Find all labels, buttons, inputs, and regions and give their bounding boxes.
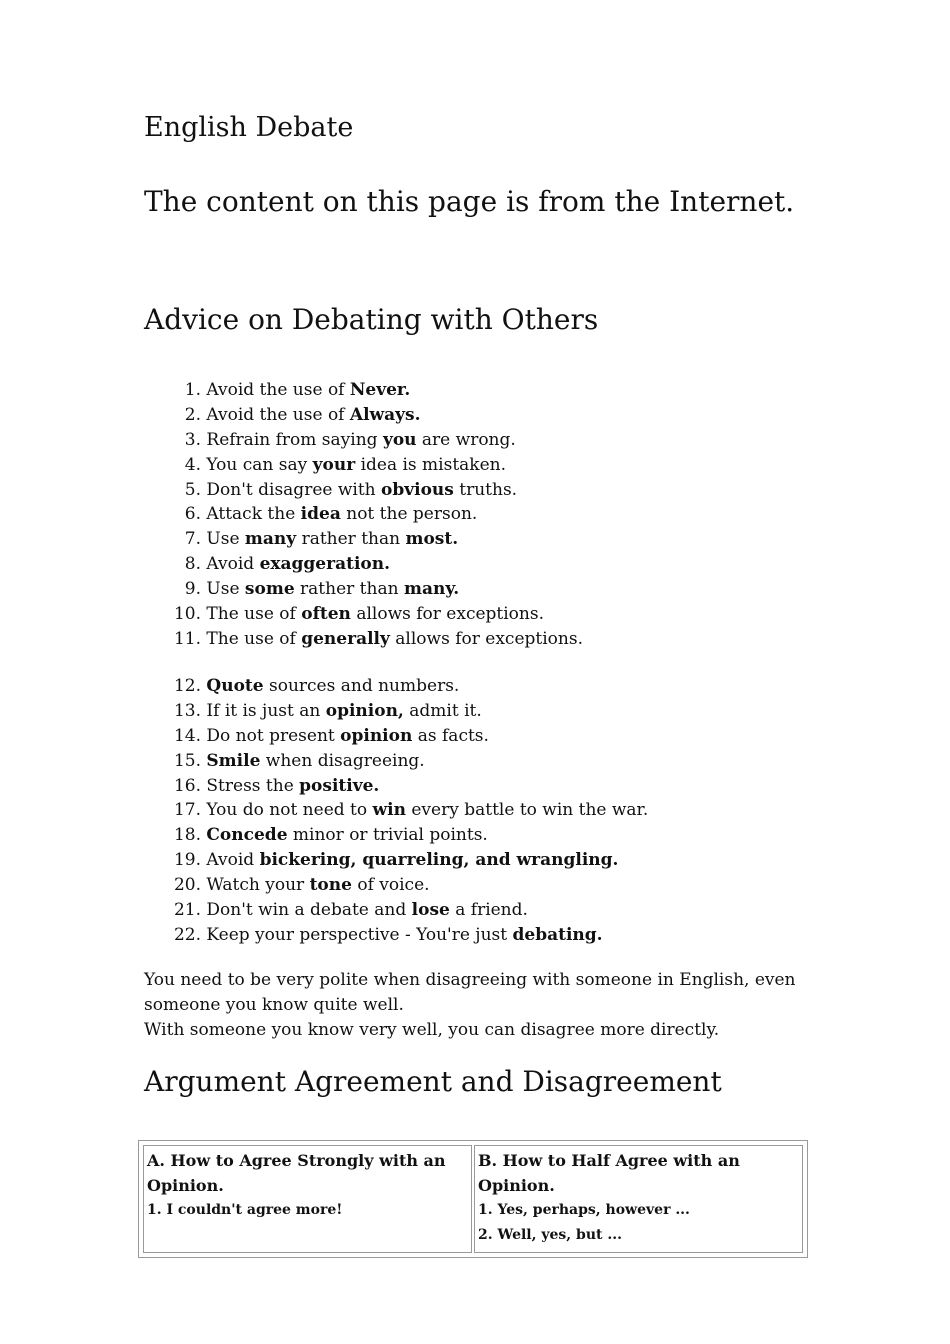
advice-item-number: 7. [184,529,201,550]
advice-item [144,923,648,948]
half-agree-item-2: 2. Well, yes, but ... [478,1227,622,1243]
advice-item-number: 8. [184,554,201,575]
advice-list-b [144,674,648,948]
advice-item-number: 20. [173,875,201,896]
advice-item-text: Don't win a debate and lose a friend. [206,900,528,921]
advice-item [144,749,648,774]
politeness-paragraph [144,968,824,1043]
advice-item-number: 10. [173,604,201,625]
advice-item-text: Don't disagree with obvious truths. [206,479,518,500]
argument-heading: Argument Agreement and Disagreement [144,1065,722,1098]
advice-item [144,898,648,923]
advice-item-number: 6. [184,504,201,525]
advice-item [144,674,648,699]
advice-item-text: The use of generally allows for exceptions. [206,628,583,649]
advice-item-number: 5. [184,479,201,500]
advice-item-number: 1. [184,380,201,400]
advice-item-text: The use of often allows for exceptions. [206,604,544,625]
advice-item-text: Use many rather than most. [206,529,459,550]
advice-item-number: 12. [173,676,201,696]
advice-item [144,699,648,724]
advice-item [144,403,583,428]
agree-strongly-item-1: 1. I couldn't agree more! [147,1202,343,1218]
half-agree-cell [474,1145,803,1253]
page-title: English Debate [144,112,354,143]
advice-item-text: Avoid the use of Never. [206,380,411,400]
advice-item-number: 4. [184,454,201,475]
page-subtitle: The content on this page is from the Internet. [144,185,795,218]
advice-item-number: 13. [173,700,201,721]
advice-item [144,774,648,799]
advice-item [144,798,648,823]
advice-heading: Advice on Debating with Others [144,303,599,336]
advice-item [144,478,583,503]
advice-item-number: 14. [173,725,201,746]
advice-item-text: Use some rather than many. [206,579,460,600]
advice-item-text: You can say your idea is mistaken. [206,454,507,475]
advice-item-number: 9. [184,579,201,600]
advice-item-text: Concede minor or trivial points. [206,825,488,846]
advice-item-number: 3. [184,429,201,450]
advice-item [144,527,583,552]
advice-item-text: Watch your tone of voice. [206,875,430,896]
agree-strongly-heading: A. How to Agree Strongly with an Opinion. [147,1151,446,1195]
advice-item [144,552,583,577]
advice-item-text: If it is just an opinion, admit it. [206,700,482,721]
advice-item [144,848,648,873]
advice-item [144,627,583,652]
advice-item-text: Smile when disagreeing. [206,750,425,771]
advice-item [144,873,648,898]
advice-item-text: Quote sources and numbers. [206,676,460,696]
advice-item-text: Avoid bickering, quarreling, and wrangling. [206,850,619,871]
advice-item-number: 22. [173,924,201,945]
advice-item [144,724,648,749]
agreement-table [138,1140,808,1258]
half-agree-heading: B. How to Half Agree with an Opinion. [478,1151,740,1195]
advice-item-number: 11. [173,628,201,649]
advice-list-a [144,378,583,652]
advice-item [144,577,583,602]
advice-item-text: You do not need to win every battle to win the war. [206,800,649,821]
advice-item-number: 21. [173,900,201,921]
paragraph-line-2: With someone you know very well, you can disagree more directly. [144,1020,720,1040]
advice-item-text: Avoid the use of Always. [206,404,421,425]
advice-item [144,378,583,403]
advice-item [144,453,583,478]
advice-item [144,823,648,848]
advice-item-number: 15. [173,750,201,771]
advice-item-number: 18. [173,825,201,846]
advice-item [144,428,583,453]
advice-item-number: 2. [184,404,201,425]
advice-item-text: Keep your perspective - You're just debating. [206,924,603,945]
advice-item-number: 16. [173,775,201,796]
advice-item-text: Avoid exaggeration. [206,554,391,575]
advice-item-text: Do not present opinion as facts. [206,725,489,746]
advice-item-text: Stress the positive. [206,775,380,796]
advice-item [144,602,583,627]
advice-item-number: 19. [173,850,201,871]
agree-strongly-cell [143,1145,472,1253]
paragraph-line-1: You need to be very polite when disagreeing with someone in English, even someone you know quite well. [144,970,796,1015]
advice-item-number: 17. [173,800,201,821]
advice-item-text: Attack the idea not the person. [206,504,478,525]
advice-item [144,502,583,527]
half-agree-item-1: 1. Yes, perhaps, however ... [478,1202,690,1218]
advice-item-text: Refrain from saying you are wrong. [206,429,516,450]
